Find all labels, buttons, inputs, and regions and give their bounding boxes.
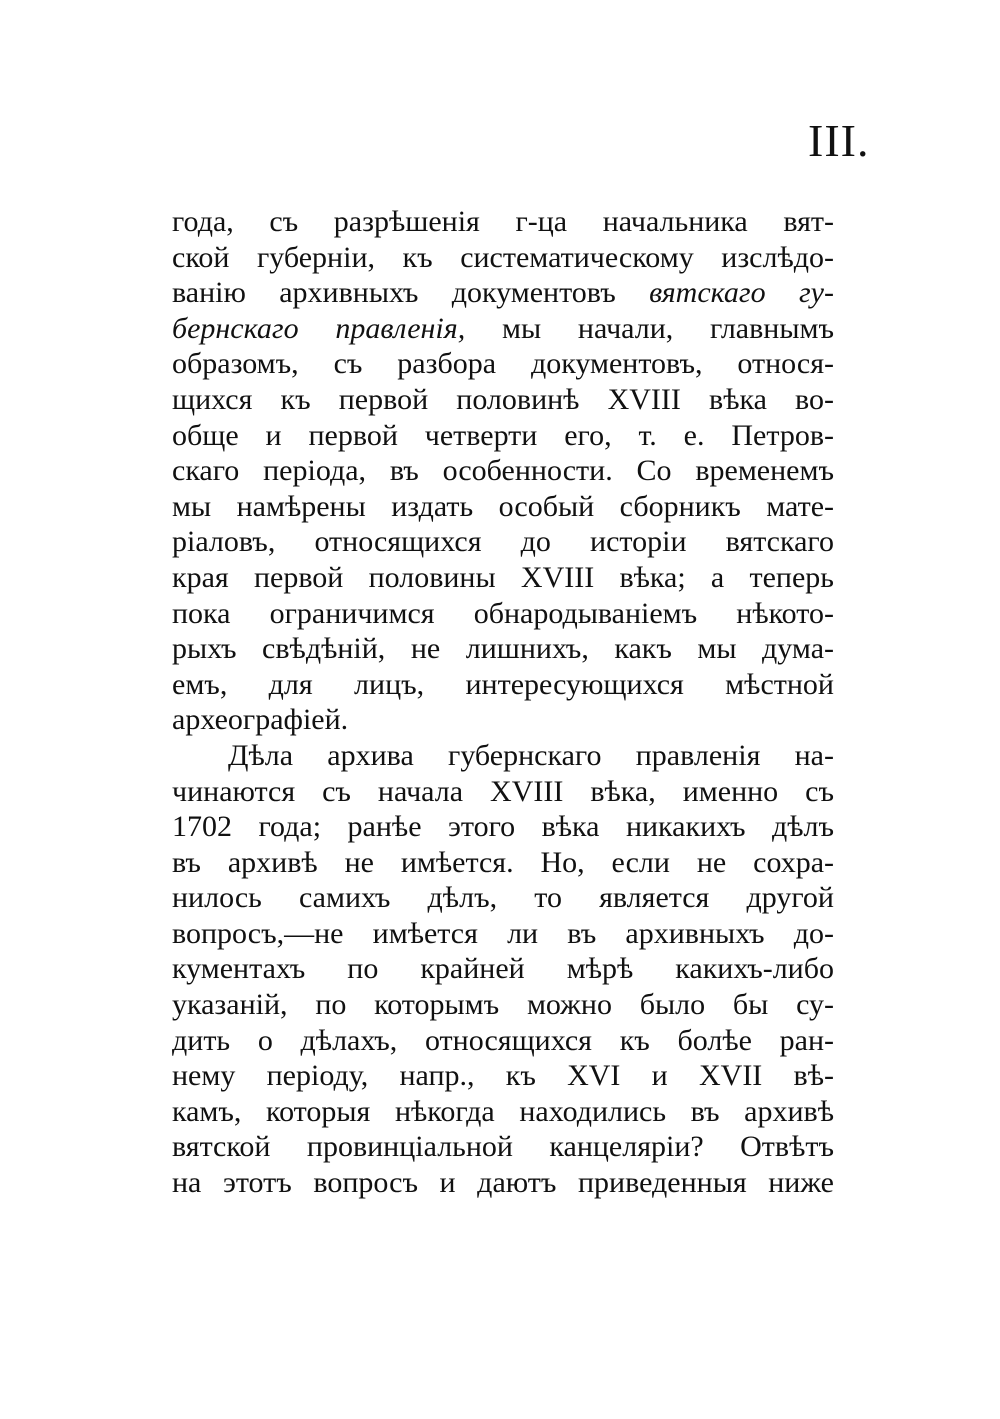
text-line: указаній, по которымъ можно было бы су- — [172, 988, 834, 1022]
text-line: вятской провинціальной канцеляріи? Отвѣтъ — [172, 1130, 834, 1164]
text-line: вопросъ,—не имѣется ли въ архивныхъ до- — [172, 916, 834, 950]
italic-title: вятскаго гу- — [649, 276, 834, 310]
text-line: ской губерніи, къ систематическому изслѣдо- — [172, 240, 834, 274]
text-line: года, съ разрѣшенія г-ца начальника вят- — [172, 205, 834, 238]
text-line: мы намѣрены издать особый сборникъ мате- — [172, 489, 834, 523]
text-line: камъ, которыя нѣкогда находились въ архивѣ — [172, 1094, 834, 1128]
paragraph-1 — [172, 204, 834, 738]
text-run: ванію архивныхъ документовъ — [172, 276, 650, 310]
text-line: пока ограничимся обнародываніемъ нѣкото- — [172, 596, 834, 630]
text-line: образомъ, съ разбора документовъ, относя- — [172, 347, 834, 381]
text-line: археографіей. — [172, 703, 349, 737]
text-line — [172, 311, 834, 347]
text-line: нилось самихъ дѣлъ, то является другой — [172, 881, 834, 915]
text-line: 1702 года; ранѣе этого вѣка никакихъ дѣлъ — [172, 810, 834, 844]
text-line: въ архивѣ не имѣется. Но, если не сохра- — [172, 845, 834, 879]
text-line: чинаются съ начала XVIII вѣка, именно съ — [172, 774, 834, 808]
paragraph-2 — [172, 738, 834, 1201]
text-run: мы начали, главнымъ — [465, 311, 834, 345]
text-line: емъ, для лицъ, интересующихся мѣстной — [172, 667, 834, 701]
italic-title: бернскаго правленія, — [172, 311, 466, 345]
text-line: края первой половины XVIII вѣка; а теперь — [172, 560, 834, 594]
text-line: кументахъ по крайней мѣрѣ какихъ-либо — [172, 952, 834, 986]
text-line: скаго періода, въ особенности. Со временемъ — [172, 454, 834, 488]
text-line: дить о дѣлахъ, относящихся къ болѣе ран- — [172, 1023, 834, 1057]
text-line: нему періоду, напр., къ XVI и XVII вѣ- — [172, 1059, 834, 1093]
text-line: рыхъ свѣдѣній, не лишнихъ, какъ мы дума- — [172, 632, 834, 666]
text-line: ріаловъ, относящихся до исторіи вятскаго — [172, 525, 834, 559]
text-line: Дѣла архива губернскаго правленія на- — [228, 738, 834, 772]
page-number: III. — [808, 115, 870, 166]
text-line: на этотъ вопросъ и даютъ приведенныя ниже — [172, 1166, 834, 1200]
text-line: обще и первой четверти его, т. е. Петров- — [172, 418, 834, 452]
body-text — [172, 204, 834, 1201]
text-line: щихся къ первой половинѣ XVIII вѣка во- — [172, 382, 834, 416]
text-line — [172, 275, 834, 311]
